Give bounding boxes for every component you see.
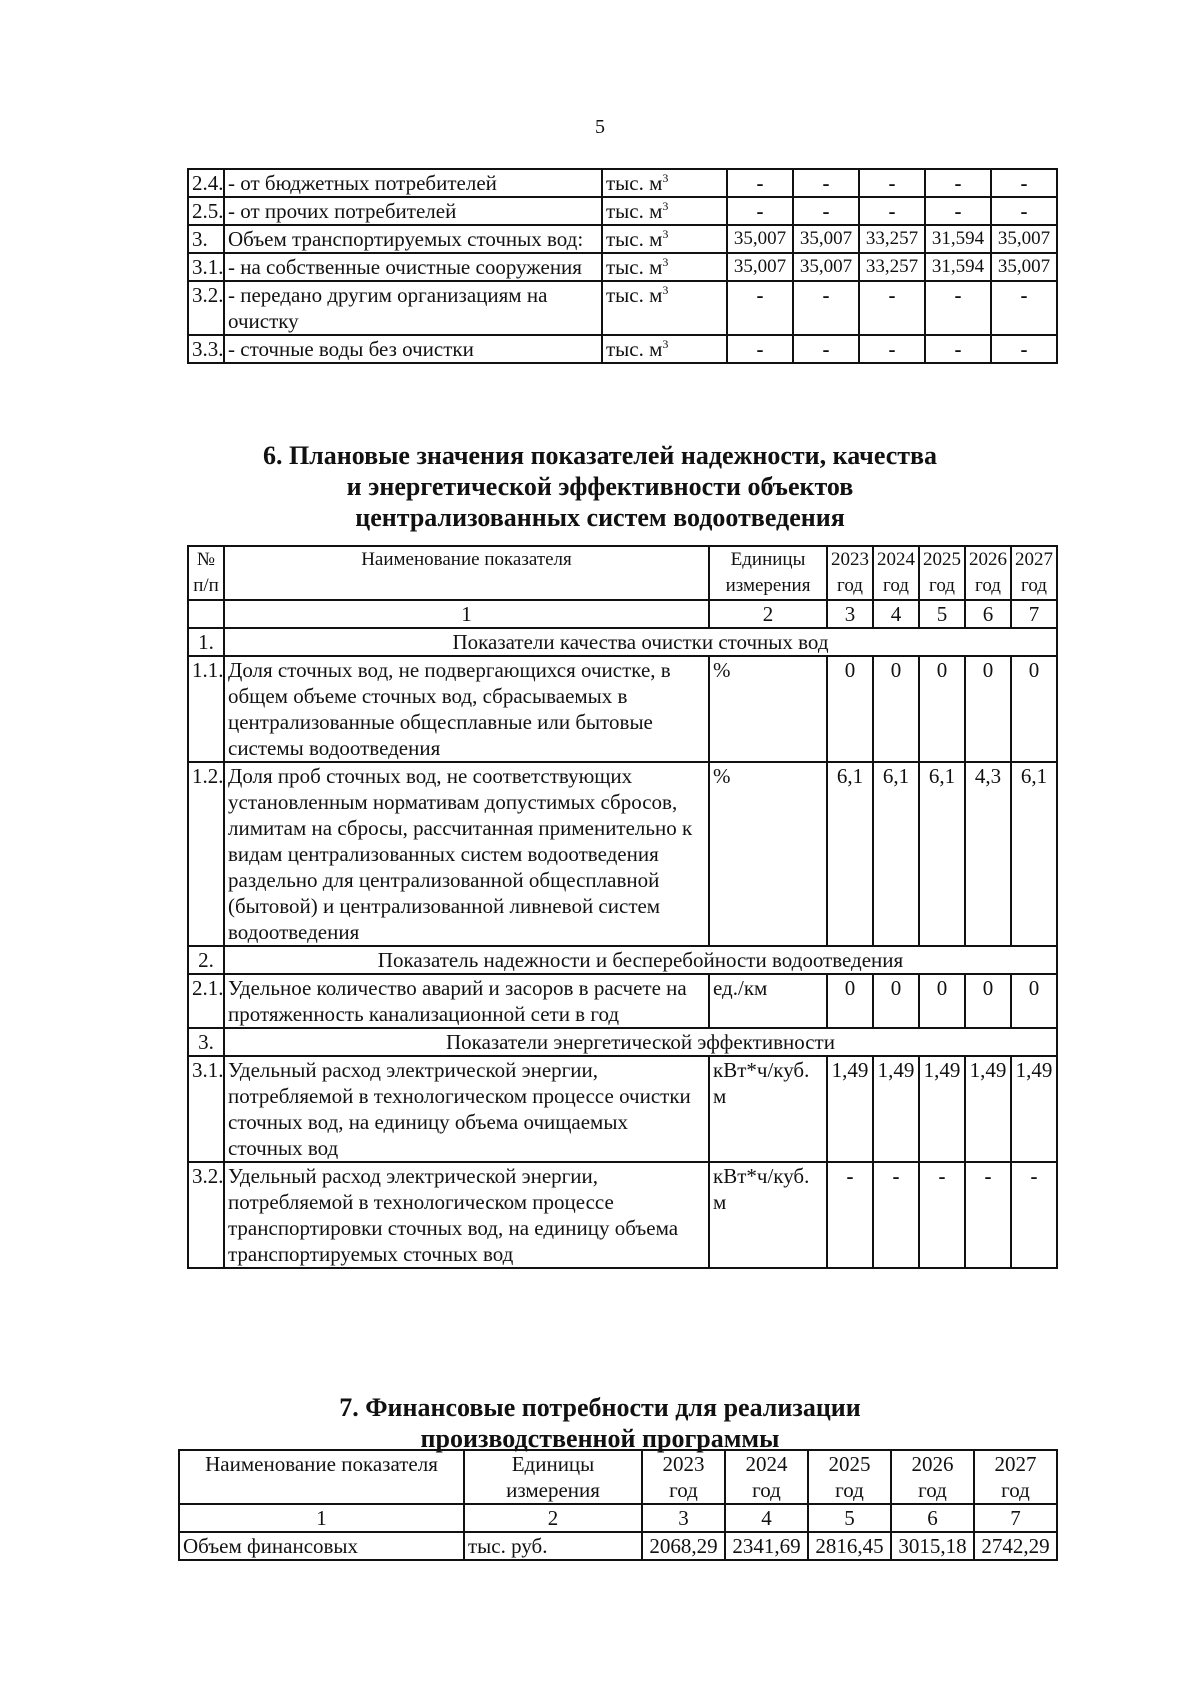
indicator-value: 0 (827, 974, 873, 1028)
row-value: 31,594 (925, 253, 991, 281)
row-value: - (727, 335, 793, 363)
indicator-num: 1.1. (188, 656, 224, 762)
header-unit: Единицы измерения (709, 546, 827, 600)
row-num: 3.1. (188, 253, 224, 281)
col-number: 4 (873, 600, 919, 628)
col-number: 7 (974, 1504, 1057, 1532)
col-number: 6 (965, 600, 1011, 628)
header-name: Наименование показателя (179, 1450, 464, 1504)
row-unit: тыс. руб. (464, 1532, 642, 1560)
row-value: 35,007 (991, 253, 1057, 281)
row-num: 3. (188, 225, 224, 253)
indicator-num: 3.1. (188, 1056, 224, 1162)
unit-text: тыс. м (606, 255, 663, 279)
row-value: - (925, 281, 991, 335)
financial-colnum-row (179, 1504, 1057, 1532)
row-value: - (925, 169, 991, 197)
indicator-value: 0 (873, 656, 919, 762)
indicator-value: 0 (1011, 974, 1057, 1028)
indicator-value: 4,3 (965, 762, 1011, 946)
volume-row (188, 281, 1057, 335)
row-num: 2.4. (188, 169, 224, 197)
indicator-row (188, 1162, 1057, 1268)
col-number: 5 (808, 1504, 891, 1532)
row-num: 2.5. (188, 197, 224, 225)
row-num: 3.3. (188, 335, 224, 363)
group-num: 1. (188, 628, 224, 656)
row-value: - (793, 169, 859, 197)
row-unit (602, 335, 727, 363)
unit-exponent: 3 (662, 255, 669, 269)
group-row (188, 628, 1057, 656)
indicator-name: Доля проб сточных вод, не соответствующих установленным нормативам допустимых сбросов, лимитам на сбросы, рассчитанная применительно к видам централизованных систем водоотведения раздельно для централизованной общесплавной (бытовой) и централизованной ливневой систем водоотведения (224, 762, 709, 946)
row-value: 35,007 (793, 253, 859, 281)
unit-text: тыс. м (606, 171, 663, 195)
row-unit (602, 253, 727, 281)
header-year: 2026 год (891, 1450, 974, 1504)
unit-text: тыс. м (606, 227, 663, 251)
indicator-value: 1,49 (965, 1056, 1011, 1162)
row-value: - (793, 197, 859, 225)
group-title: Показатель надежности и бесперебойности водоотведения (224, 946, 1057, 974)
col-number: 2 (709, 600, 827, 628)
indicator-unit: % (709, 762, 827, 946)
row-value: 35,007 (793, 225, 859, 253)
group-num: 3. (188, 1028, 224, 1056)
unit-exponent: 3 (662, 337, 669, 351)
row-value: 2341,69 (725, 1532, 808, 1560)
indicator-name: Удельный расход электрической энергии, потребляемой в технологическом процессе очистки сточных вод, на единицу объема очищаемых сточных вод (224, 1056, 709, 1162)
section-7-title: 7. Финансовые потребности для реализации производственной программы (339, 1393, 861, 1453)
col-number: 5 (919, 600, 965, 628)
header-num: № п/п (188, 546, 224, 600)
row-value: 35,007 (727, 225, 793, 253)
group-row (188, 1028, 1057, 1056)
indicator-name: Доля сточных вод, не подвергающихся очистке, в общем объеме сточных вод, сбрасываемых в централизованные общесплавные или бытовые системы водоотведения (224, 656, 709, 762)
indicator-num: 1.2. (188, 762, 224, 946)
header-name: Наименование показателя (224, 546, 709, 600)
row-name: - передано другим организациям на очистку (224, 281, 602, 335)
header-year: 2023 год (827, 546, 873, 600)
indicator-value: - (827, 1162, 873, 1268)
header-unit: Единицы измерения (464, 1450, 642, 1504)
indicator-num: 3.2. (188, 1162, 224, 1268)
indicator-value: 0 (873, 974, 919, 1028)
financial-table (178, 1449, 1058, 1561)
indicator-value: - (1011, 1162, 1057, 1268)
indicator-value: 6,1 (919, 762, 965, 946)
row-value: - (793, 281, 859, 335)
col-number: 1 (224, 600, 709, 628)
volume-row (188, 225, 1057, 253)
indicator-value: - (965, 1162, 1011, 1268)
indicator-row (188, 762, 1057, 946)
row-value: - (991, 281, 1057, 335)
volume-row (188, 335, 1057, 363)
col-number: 4 (725, 1504, 808, 1532)
row-name: Объем транспортируемых сточных вод: (224, 225, 602, 253)
indicator-name: Удельное количество аварий и засоров в расчете на протяженность канализационной сети в год (224, 974, 709, 1028)
unit-text: тыс. м (606, 283, 663, 307)
indicator-value: 1,49 (1011, 1056, 1057, 1162)
group-title: Показатели качества очистки сточных вод (224, 628, 1057, 656)
row-value: - (991, 335, 1057, 363)
indicator-name: Удельный расход электрической энергии, потребляемой в технологическом процессе транспортировки сточных вод, на единицу объема транспортируемых сточных вод (224, 1162, 709, 1268)
unit-exponent: 3 (662, 199, 669, 213)
row-value: - (925, 197, 991, 225)
indicator-value: 1,49 (827, 1056, 873, 1162)
col-number: 1 (179, 1504, 464, 1532)
row-value: 2068,29 (642, 1532, 725, 1560)
row-value: - (727, 281, 793, 335)
indicators-table (187, 545, 1058, 1269)
indicator-value: 0 (827, 656, 873, 762)
row-unit (602, 197, 727, 225)
col-number: 7 (1011, 600, 1057, 628)
header-year: 2027 год (974, 1450, 1057, 1504)
header-year: 2027 год (1011, 546, 1057, 600)
indicator-value: - (919, 1162, 965, 1268)
indicator-value: 0 (1011, 656, 1057, 762)
indicator-value: 0 (919, 656, 965, 762)
header-year: 2025 год (919, 546, 965, 600)
row-value: - (991, 197, 1057, 225)
indicator-value: 0 (965, 974, 1011, 1028)
row-value: 31,594 (925, 225, 991, 253)
row-value: - (859, 335, 925, 363)
row-value: 33,257 (859, 225, 925, 253)
row-name: - от прочих потребителей (224, 197, 602, 225)
col-number: 3 (642, 1504, 725, 1532)
wastewater-volume-table (187, 168, 1058, 364)
row-value: - (727, 197, 793, 225)
header-year: 2024 год (725, 1450, 808, 1504)
row-value: - (727, 169, 793, 197)
financial-header-row (179, 1450, 1057, 1504)
row-value: - (859, 281, 925, 335)
indicator-value: 6,1 (1011, 762, 1057, 946)
indicators-colnum-row (188, 600, 1057, 628)
indicator-value: 1,49 (873, 1056, 919, 1162)
row-name: - на собственные очистные сооружения (224, 253, 602, 281)
unit-text: тыс. м (606, 337, 663, 361)
indicator-value: 0 (919, 974, 965, 1028)
row-value: 3015,18 (891, 1532, 974, 1560)
row-name: - от бюджетных потребителей (224, 169, 602, 197)
indicator-unit: кВт*ч/куб. м (709, 1056, 827, 1162)
row-value: 2742,29 (974, 1532, 1057, 1560)
indicator-num: 2.1. (188, 974, 224, 1028)
row-unit (602, 225, 727, 253)
row-value: - (991, 169, 1057, 197)
indicator-value: 6,1 (873, 762, 919, 946)
volume-row (188, 253, 1057, 281)
row-value: - (859, 197, 925, 225)
row-value: - (925, 335, 991, 363)
row-name: Объем финансовых (179, 1532, 464, 1560)
header-year: 2023 год (642, 1450, 725, 1504)
indicator-row (188, 656, 1057, 762)
unit-text: тыс. м (606, 199, 663, 223)
page-number: 5 (595, 116, 605, 138)
col-number: 6 (891, 1504, 974, 1532)
indicator-value: 0 (965, 656, 1011, 762)
col-number: 2 (464, 1504, 642, 1532)
indicator-value: - (873, 1162, 919, 1268)
row-value: 35,007 (991, 225, 1057, 253)
header-year: 2025 год (808, 1450, 891, 1504)
group-row (188, 946, 1057, 974)
header-year: 2026 год (965, 546, 1011, 600)
group-title: Показатели энергетической эффективности (224, 1028, 1057, 1056)
indicator-value: 6,1 (827, 762, 873, 946)
col-number: 3 (827, 600, 873, 628)
volume-row (188, 169, 1057, 197)
volume-row (188, 197, 1057, 225)
indicator-value: 1,49 (919, 1056, 965, 1162)
indicator-row (188, 974, 1057, 1028)
row-value: 2816,45 (808, 1532, 891, 1560)
group-num: 2. (188, 946, 224, 974)
indicators-header-row (188, 546, 1057, 600)
indicator-unit: % (709, 656, 827, 762)
section-6-title: 6. Плановые значения показателей надежности, качества и энергетической эффективности объектов централизованных систем водоотведения (262, 441, 938, 532)
row-value: - (859, 169, 925, 197)
row-value: 35,007 (727, 253, 793, 281)
row-num: 3.2. (188, 281, 224, 335)
row-value: 33,257 (859, 253, 925, 281)
unit-exponent: 3 (662, 171, 669, 185)
row-value: - (793, 335, 859, 363)
unit-exponent: 3 (662, 227, 669, 241)
unit-exponent: 3 (662, 283, 669, 297)
indicator-row (188, 1056, 1057, 1162)
row-name: - сточные воды без очистки (224, 335, 602, 363)
row-unit (602, 169, 727, 197)
indicator-unit: кВт*ч/куб. м (709, 1162, 827, 1268)
financial-data-row (179, 1532, 1057, 1560)
row-unit (602, 281, 727, 335)
indicator-unit: ед./км (709, 974, 827, 1028)
header-year: 2024 год (873, 546, 919, 600)
